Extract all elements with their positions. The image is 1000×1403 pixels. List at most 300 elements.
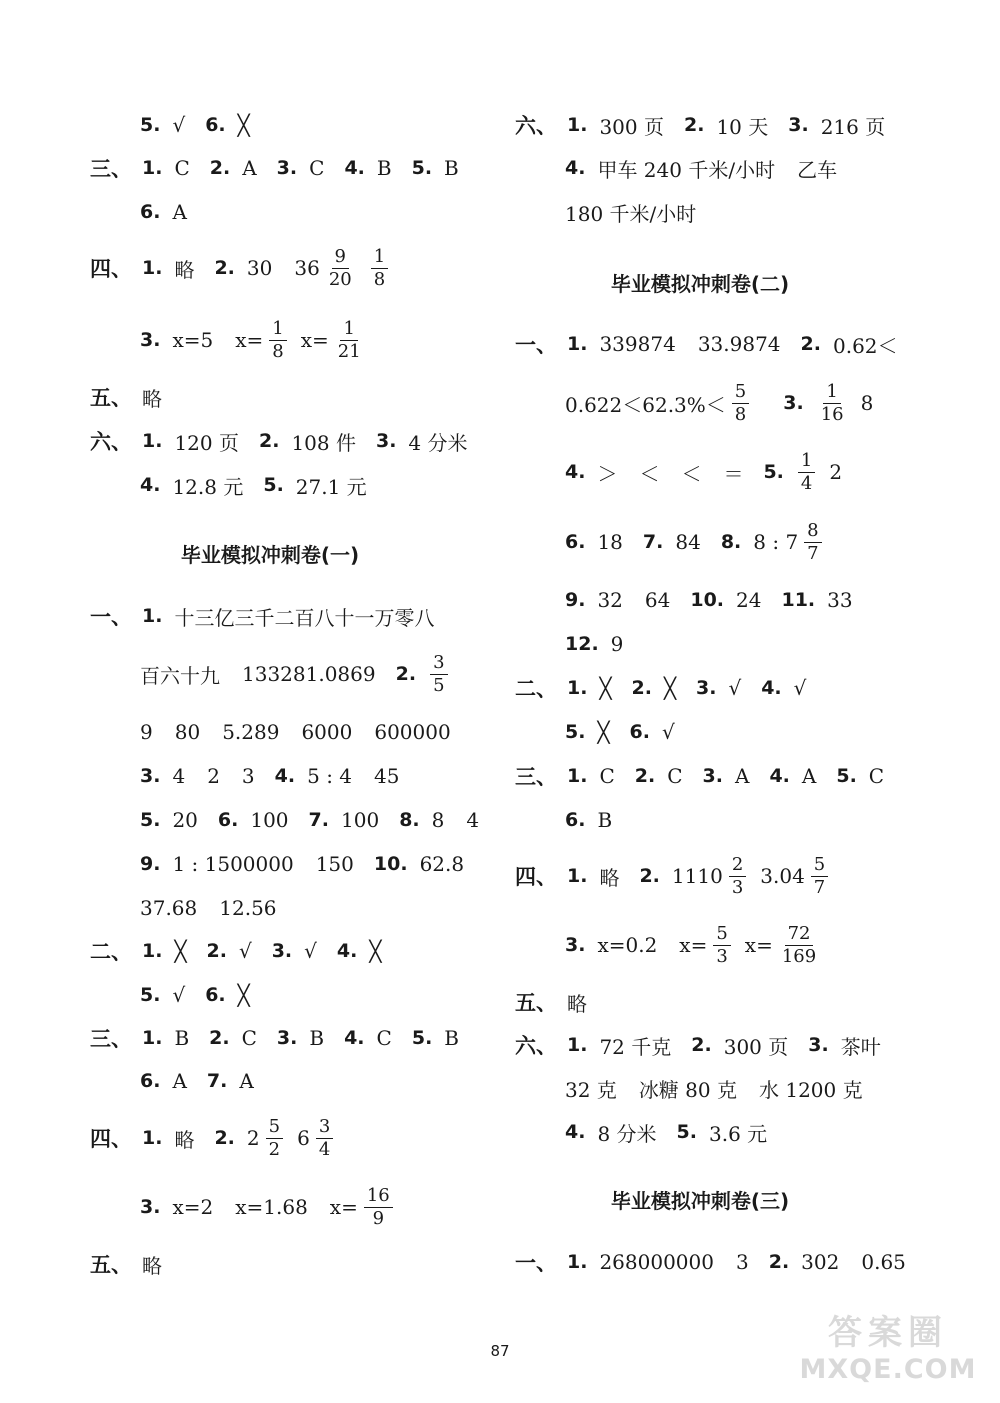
answer-line bbox=[565, 585, 873, 615]
answer-value: 5.289 bbox=[222, 720, 280, 744]
fraction-denominator: 21 bbox=[337, 340, 361, 362]
fraction bbox=[326, 245, 355, 290]
answer-line bbox=[90, 382, 182, 412]
answer-item bbox=[140, 808, 198, 832]
answer-value: 150 bbox=[315, 852, 354, 876]
question-number: 1. bbox=[567, 765, 588, 787]
answer-line bbox=[90, 1115, 367, 1160]
answer-item bbox=[630, 720, 675, 744]
answer-item bbox=[781, 588, 852, 612]
answer-item bbox=[769, 764, 816, 788]
answer-item bbox=[769, 1250, 906, 1274]
answer-line bbox=[565, 197, 716, 227]
answer-item bbox=[140, 852, 354, 876]
answer-item bbox=[567, 1031, 671, 1060]
fraction bbox=[818, 380, 847, 425]
question-number: 6. bbox=[217, 809, 239, 831]
question-number: 3. bbox=[565, 934, 586, 956]
answer-line bbox=[90, 936, 401, 966]
fraction bbox=[430, 651, 447, 696]
question-number: 1. bbox=[567, 865, 588, 887]
answer-item bbox=[801, 330, 898, 359]
answer-value: 84 bbox=[675, 530, 701, 554]
answer-line bbox=[565, 380, 893, 425]
fraction-numerator: 1 bbox=[823, 383, 840, 404]
question-number: 5. bbox=[263, 474, 284, 496]
question-number: 2. bbox=[768, 1251, 790, 1273]
fraction bbox=[266, 1115, 283, 1160]
answer-value: 24 bbox=[736, 588, 762, 612]
answer-value: 300 页 bbox=[599, 114, 664, 139]
fraction bbox=[371, 245, 388, 290]
answer-value: 33.9874 bbox=[697, 332, 781, 356]
answer-line bbox=[565, 1117, 787, 1147]
question-number: 1. bbox=[142, 940, 163, 962]
answer-item bbox=[140, 471, 243, 500]
answer-line bbox=[515, 329, 918, 359]
answer-value: 300 页 bbox=[723, 1034, 789, 1059]
question-number: 3. bbox=[702, 765, 723, 787]
watermark-url: MXQE.COM bbox=[799, 1354, 977, 1385]
answer-item bbox=[272, 939, 317, 963]
answer-value: 80 bbox=[174, 720, 201, 744]
answer-value: ＜ bbox=[681, 461, 702, 486]
answer-value: A bbox=[239, 1069, 254, 1093]
answer-value: 12.56 bbox=[219, 896, 277, 920]
answer-value: 乙车 bbox=[797, 157, 838, 182]
answer-value: 3.04 bbox=[760, 864, 805, 888]
answer-item bbox=[567, 988, 587, 1017]
fraction-denominator: 4 bbox=[318, 1138, 331, 1160]
answer-value: 600000 bbox=[374, 720, 451, 744]
answer-item bbox=[565, 588, 670, 612]
answer-item bbox=[567, 1250, 749, 1274]
answer-item bbox=[412, 1026, 459, 1050]
fraction-denominator: 3 bbox=[716, 945, 728, 967]
answer-item bbox=[565, 154, 837, 183]
answer-value: 0.65 bbox=[861, 1250, 906, 1274]
answer-item bbox=[140, 720, 451, 744]
answer-item bbox=[344, 156, 391, 180]
answer-value: 33 bbox=[827, 588, 853, 612]
answer-value: ＝ bbox=[723, 461, 744, 486]
answer-value: 37.68 bbox=[140, 896, 198, 920]
answer-value: C bbox=[868, 764, 885, 788]
answer-item bbox=[218, 808, 289, 832]
question-number: 4. bbox=[565, 157, 586, 179]
fraction-numerator: 2 bbox=[729, 856, 746, 877]
answer-value: 20 bbox=[172, 808, 198, 832]
answer-item bbox=[209, 1026, 257, 1050]
answer-value: 4 分米 bbox=[408, 430, 468, 455]
answer-value: 100 bbox=[250, 808, 289, 832]
answer-value: B bbox=[376, 156, 392, 180]
question-number: 4. bbox=[565, 461, 586, 483]
section-marker: 六、 bbox=[90, 430, 132, 454]
question-number: 1. bbox=[567, 114, 588, 136]
answer-item bbox=[140, 1184, 407, 1229]
fraction bbox=[811, 853, 828, 898]
section-marker: 一、 bbox=[515, 333, 557, 357]
question-number: 5. bbox=[411, 157, 433, 179]
answer-item bbox=[140, 660, 376, 689]
fraction bbox=[804, 519, 821, 564]
fraction bbox=[729, 853, 746, 898]
answer-line bbox=[90, 153, 479, 183]
question-number: 2. bbox=[631, 677, 652, 699]
answer-value: A bbox=[172, 1069, 187, 1093]
section-marker: 五、 bbox=[90, 1253, 132, 1277]
question-number: 8. bbox=[399, 809, 420, 831]
answer-line bbox=[140, 805, 499, 835]
fraction-numerator: 1 bbox=[340, 320, 357, 341]
answer-line bbox=[140, 1066, 274, 1096]
answer-line bbox=[565, 805, 632, 835]
answer-line bbox=[565, 519, 856, 564]
answer-value: 100 bbox=[341, 808, 380, 832]
answer-value: √ bbox=[661, 720, 675, 744]
answer-item bbox=[399, 808, 479, 832]
answer-item bbox=[277, 1026, 324, 1050]
fraction bbox=[269, 317, 286, 362]
question-number: 2. bbox=[214, 257, 235, 279]
fraction bbox=[798, 449, 815, 494]
question-number: 1. bbox=[142, 605, 163, 627]
answer-item bbox=[677, 1118, 768, 1147]
answer-value: 8 分米 bbox=[597, 1121, 657, 1146]
question-number: 1. bbox=[567, 677, 588, 699]
question-number: 10. bbox=[690, 589, 725, 611]
section-title: 毕业模拟冲刺卷(一) bbox=[180, 543, 360, 567]
question-number: 6. bbox=[565, 531, 586, 553]
answer-value: x= bbox=[300, 328, 329, 352]
answer-item bbox=[207, 939, 252, 963]
answer-value: x= bbox=[329, 1195, 358, 1219]
answer-item bbox=[142, 1250, 162, 1279]
fraction bbox=[779, 922, 819, 967]
fraction-numerator: 1 bbox=[798, 452, 815, 473]
answer-item bbox=[374, 852, 464, 876]
answer-line bbox=[140, 470, 387, 500]
question-number: 6. bbox=[140, 1070, 161, 1092]
answer-item bbox=[309, 808, 380, 832]
page-number: 87 bbox=[490, 1342, 510, 1360]
question-number: 4. bbox=[344, 1027, 365, 1049]
question-number: 2. bbox=[209, 1027, 230, 1049]
fraction-numerator: 5 bbox=[266, 1118, 283, 1139]
question-number: 6. bbox=[205, 984, 226, 1006]
answer-value: 6 bbox=[297, 1126, 310, 1150]
section-marker: 三、 bbox=[515, 765, 557, 789]
fraction-denominator: 5 bbox=[433, 674, 445, 696]
answer-value: 9 bbox=[140, 720, 153, 744]
answer-item bbox=[395, 651, 462, 696]
answer-item bbox=[277, 156, 325, 180]
answer-item bbox=[691, 1031, 788, 1060]
question-number: 5. bbox=[140, 984, 161, 1006]
answer-item bbox=[635, 764, 683, 788]
answer-value: 冰糖 80 克 bbox=[638, 1077, 737, 1102]
answer-value: ╳ bbox=[663, 676, 676, 700]
answer-value: x= bbox=[679, 933, 708, 957]
fraction-numerator: 3 bbox=[316, 1118, 333, 1139]
section-marker: 三、 bbox=[90, 157, 132, 181]
answer-value: 180 千米/小时 bbox=[565, 201, 697, 226]
answer-line bbox=[140, 110, 270, 140]
answer-value: 3.6 元 bbox=[709, 1121, 768, 1146]
question-number: 4. bbox=[565, 1121, 586, 1143]
section-marker: 三、 bbox=[90, 1027, 132, 1051]
answer-value: 2 bbox=[207, 764, 220, 788]
question-number: 5. bbox=[763, 461, 784, 483]
answer-line bbox=[515, 853, 862, 898]
section-marker: 四、 bbox=[90, 1127, 132, 1151]
answer-item bbox=[639, 853, 842, 898]
answer-value: C bbox=[376, 1026, 392, 1050]
question-number: 9. bbox=[565, 589, 586, 611]
answer-line bbox=[90, 245, 422, 290]
question-number: 2. bbox=[214, 1127, 235, 1149]
question-number: 2. bbox=[395, 663, 417, 685]
answer-value: 8 : 7 bbox=[753, 530, 799, 554]
answer-value: ＞ bbox=[597, 461, 618, 486]
answer-line bbox=[140, 761, 419, 791]
answer-value: 百六十九 bbox=[140, 663, 220, 688]
answer-value: 1110 bbox=[671, 864, 723, 888]
question-number: 2. bbox=[683, 114, 705, 136]
answer-value: 3 bbox=[241, 764, 255, 788]
question-number: 6. bbox=[629, 721, 650, 743]
answer-value: x=0.2 bbox=[597, 933, 658, 957]
answer-value: x= bbox=[235, 328, 264, 352]
answer-value: 8 bbox=[860, 391, 874, 415]
question-number: 5. bbox=[676, 1121, 697, 1143]
answer-value: 72 千克 bbox=[599, 1034, 672, 1059]
answer-value: √ bbox=[238, 939, 252, 963]
answer-line bbox=[140, 651, 482, 696]
question-number: 3. bbox=[140, 329, 161, 351]
question-number: 2. bbox=[206, 940, 227, 962]
answer-value: 62.8 bbox=[419, 852, 465, 876]
question-number: 3. bbox=[375, 430, 397, 452]
section-marker: 二、 bbox=[515, 677, 557, 701]
question-number: 1. bbox=[567, 1034, 588, 1056]
question-number: 6. bbox=[140, 201, 161, 223]
fraction-numerator: 72 bbox=[785, 925, 814, 946]
answer-value: 120 页 bbox=[174, 430, 239, 455]
question-number: 2. bbox=[691, 1034, 712, 1056]
answer-line bbox=[515, 761, 904, 791]
question-number: 11. bbox=[781, 589, 816, 611]
question-number: 2. bbox=[634, 765, 656, 787]
answer-line bbox=[515, 987, 607, 1017]
answer-line bbox=[515, 1247, 926, 1277]
question-number: 1. bbox=[142, 1027, 163, 1049]
section-marker: 六、 bbox=[515, 114, 557, 138]
answer-item bbox=[140, 896, 277, 920]
answer-item bbox=[337, 939, 382, 963]
answer-value: C bbox=[241, 1026, 257, 1050]
answer-value: 5 : 4 bbox=[307, 764, 353, 788]
question-number: 12. bbox=[565, 633, 599, 655]
fraction-denominator: 7 bbox=[807, 542, 819, 564]
question-number: 3. bbox=[696, 677, 717, 699]
answer-line bbox=[90, 601, 454, 631]
answer-value: 0.622＜62.3%＜ bbox=[565, 392, 726, 417]
answer-value: ╳ bbox=[597, 720, 610, 744]
answer-item bbox=[140, 200, 187, 224]
question-number: 1. bbox=[567, 333, 588, 355]
answer-value: ╳ bbox=[174, 939, 187, 963]
answer-value: ╳ bbox=[599, 676, 612, 700]
question-number: 1. bbox=[142, 157, 163, 179]
question-number: 4. bbox=[140, 474, 161, 496]
section-marker: 一、 bbox=[515, 1251, 557, 1275]
answer-item bbox=[140, 1069, 187, 1093]
answer-value: ╳ bbox=[369, 939, 382, 963]
answer-value: ＜ bbox=[639, 461, 660, 486]
answer-item bbox=[643, 530, 701, 554]
question-number: 2. bbox=[209, 157, 231, 179]
fraction bbox=[335, 317, 364, 362]
answer-value: 茶叶 bbox=[840, 1034, 881, 1059]
answer-value: A bbox=[172, 200, 187, 224]
answer-item bbox=[376, 427, 468, 456]
answer-value: 4 bbox=[466, 808, 480, 832]
fraction-denominator: 8 bbox=[734, 403, 747, 425]
question-number: 2. bbox=[800, 333, 821, 355]
answer-line bbox=[90, 426, 488, 456]
fraction-denominator: 16 bbox=[820, 403, 844, 425]
answer-item bbox=[140, 113, 185, 137]
answer-item bbox=[565, 380, 763, 425]
answer-item bbox=[763, 449, 843, 494]
answer-item bbox=[207, 1069, 254, 1093]
answer-item bbox=[565, 632, 623, 656]
answer-value: 略 bbox=[142, 386, 162, 411]
answer-item bbox=[565, 808, 612, 832]
answer-item bbox=[259, 427, 356, 456]
answer-item bbox=[344, 1026, 392, 1050]
question-number: 10. bbox=[373, 853, 408, 875]
answer-value: 268000000 bbox=[599, 1250, 714, 1274]
fraction-denominator: 20 bbox=[328, 268, 352, 290]
answer-value: x= bbox=[744, 933, 773, 957]
answer-line bbox=[140, 717, 471, 747]
answer-value: 18 bbox=[597, 530, 623, 554]
question-number: 3. bbox=[783, 392, 804, 414]
question-number: 2. bbox=[258, 430, 280, 452]
question-number: 3. bbox=[276, 157, 298, 179]
answer-value: 1 : 1500000 bbox=[172, 852, 294, 876]
watermark-text: 答案圈 bbox=[828, 1313, 948, 1353]
answer-value: 略 bbox=[599, 865, 620, 890]
fraction-denominator: 7 bbox=[813, 876, 826, 898]
answer-value: C bbox=[667, 764, 683, 788]
answer-value: 4 bbox=[172, 764, 186, 788]
question-number: 3. bbox=[140, 1196, 161, 1218]
answer-item bbox=[140, 983, 185, 1007]
answer-line bbox=[515, 110, 905, 140]
answer-item bbox=[690, 588, 761, 612]
answer-value: 2 bbox=[246, 1126, 260, 1150]
answer-item bbox=[142, 383, 162, 412]
fraction-numerator: 9 bbox=[332, 248, 349, 269]
answer-value: B bbox=[444, 156, 459, 180]
answer-item bbox=[703, 764, 750, 788]
answer-line bbox=[565, 717, 695, 747]
question-number: 5. bbox=[565, 721, 586, 743]
answer-value: 略 bbox=[567, 991, 587, 1016]
answer-value: 30 bbox=[246, 256, 273, 280]
answer-line bbox=[565, 153, 857, 183]
answer-item bbox=[205, 113, 250, 137]
answer-item bbox=[567, 764, 615, 788]
answer-line bbox=[140, 893, 297, 923]
fraction-denominator: 169 bbox=[781, 945, 817, 967]
answer-value: 27.1 元 bbox=[295, 474, 367, 499]
answer-value: 8 bbox=[431, 808, 445, 832]
answer-line bbox=[140, 980, 270, 1010]
answer-value: 0.62＜ bbox=[832, 333, 898, 358]
answer-value: 108 件 bbox=[291, 430, 356, 455]
answer-line bbox=[565, 449, 862, 494]
answer-item bbox=[565, 1074, 863, 1103]
answer-value: 十三亿三千二百八十一万零八 bbox=[174, 605, 435, 630]
answer-value: A bbox=[734, 764, 750, 788]
answer-value: 略 bbox=[142, 1253, 162, 1278]
answer-item bbox=[214, 245, 402, 290]
answer-value: 302 bbox=[801, 1250, 840, 1274]
answer-value: 9 bbox=[610, 632, 624, 656]
answer-value: ╳ bbox=[237, 113, 250, 137]
fraction-denominator: 2 bbox=[268, 1138, 281, 1160]
answer-value: B bbox=[309, 1026, 325, 1050]
answer-value: C bbox=[599, 764, 615, 788]
answer-value: x=2 bbox=[172, 1195, 214, 1219]
answer-item bbox=[412, 156, 459, 180]
section-marker: 二、 bbox=[90, 940, 132, 964]
answer-item bbox=[275, 764, 400, 788]
question-number: 1. bbox=[142, 430, 163, 452]
question-number: 1. bbox=[142, 257, 163, 279]
question-number: 5. bbox=[140, 809, 161, 831]
section-marker: 五、 bbox=[90, 386, 132, 410]
fraction bbox=[732, 380, 749, 425]
fraction-numerator: 5 bbox=[732, 383, 749, 404]
question-number: 1. bbox=[142, 1127, 163, 1149]
answer-item bbox=[567, 111, 664, 140]
answer-value: 12.8 元 bbox=[172, 474, 244, 499]
fraction-numerator: 5 bbox=[713, 925, 730, 946]
answer-line bbox=[515, 673, 826, 703]
answer-line bbox=[90, 1249, 182, 1279]
answer-item bbox=[565, 720, 610, 744]
answer-line bbox=[140, 849, 484, 879]
answer-item bbox=[567, 332, 781, 356]
answer-item bbox=[140, 317, 378, 362]
answer-item bbox=[210, 156, 257, 180]
answer-value: 133281.0869 bbox=[242, 662, 376, 686]
question-number: 5. bbox=[140, 114, 161, 136]
answer-item bbox=[783, 380, 874, 425]
watermark bbox=[788, 1305, 988, 1397]
answer-item bbox=[205, 983, 250, 1007]
question-number: 7. bbox=[308, 809, 329, 831]
answer-value: 45 bbox=[374, 764, 400, 788]
question-number: 3. bbox=[788, 114, 809, 136]
question-number: 1. bbox=[567, 1251, 588, 1273]
